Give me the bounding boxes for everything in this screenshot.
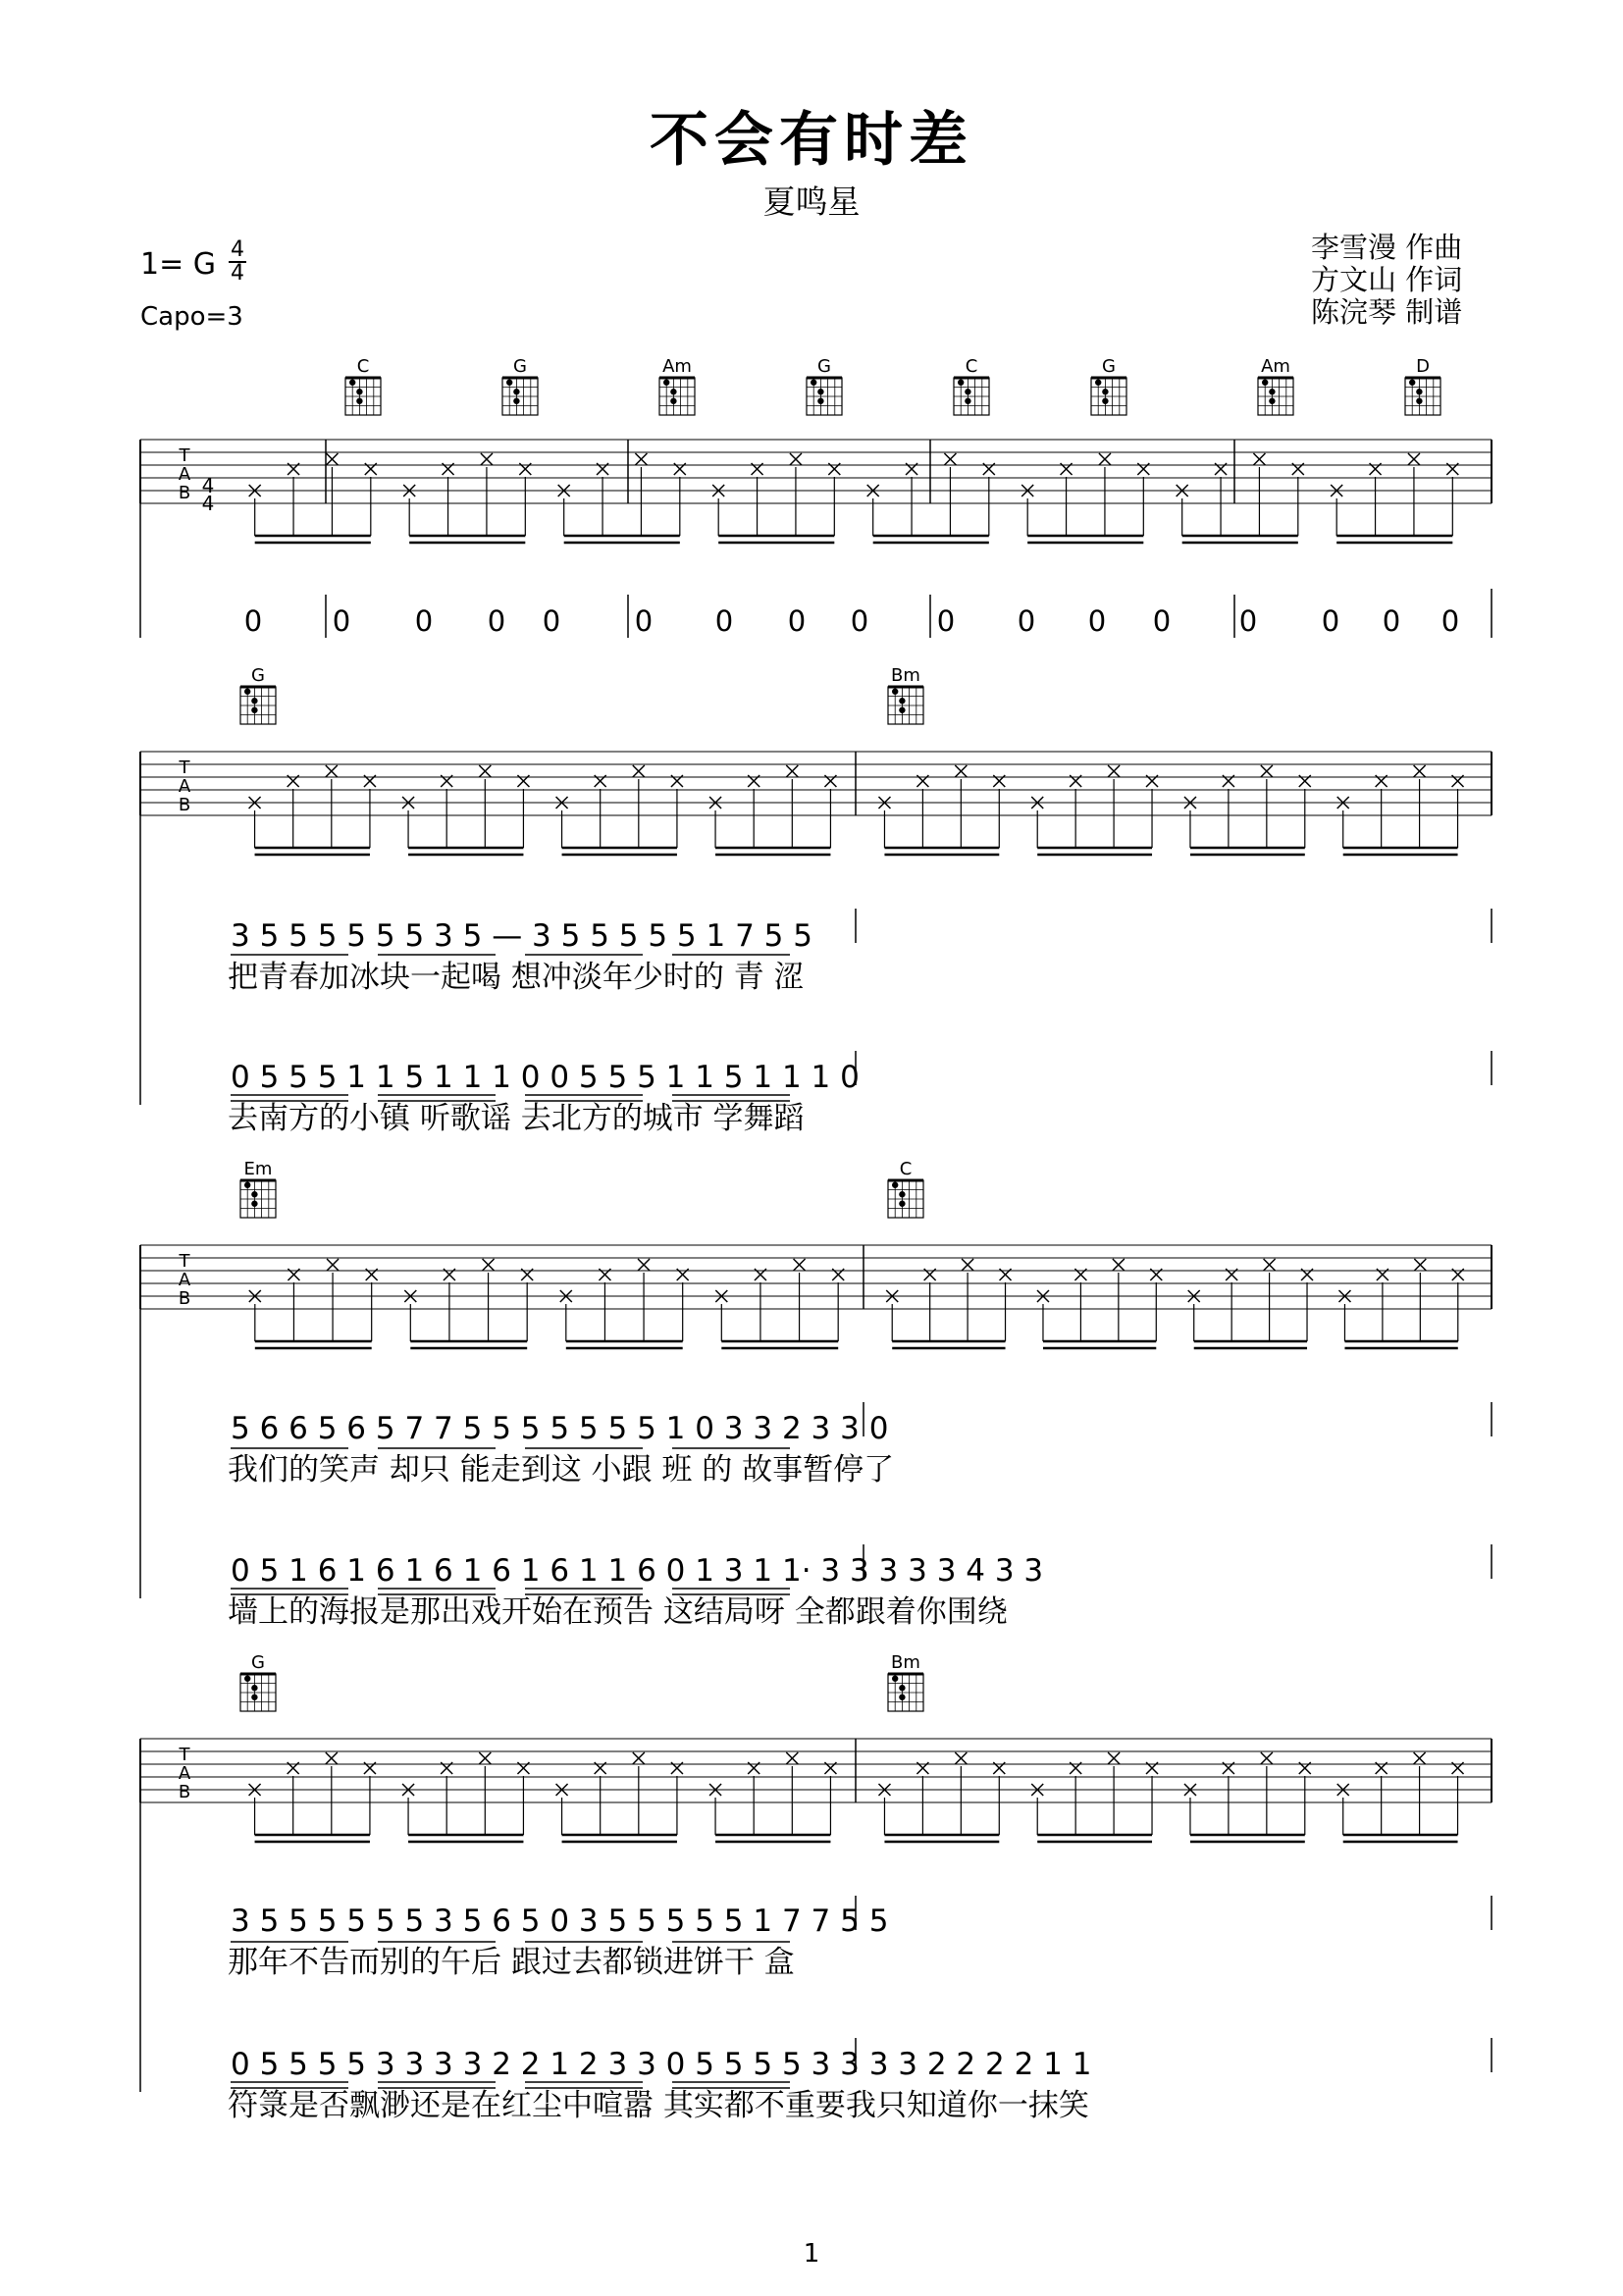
system3-staff-tab-A: A bbox=[178, 1270, 191, 1290]
chord-diagram-dot bbox=[958, 380, 964, 386]
harmony-lyric-line: 符箓是否飘渺还是在红尘中喧嚣 其实都不重要我只知道你一抹笑 bbox=[228, 2088, 1089, 2123]
chord-diagram-dot bbox=[244, 1182, 250, 1188]
credit-arranger: 陈浣琴 制谱 bbox=[1311, 295, 1463, 329]
intro-rest-number: 0 bbox=[332, 604, 351, 638]
chord-diagram-dot bbox=[356, 389, 362, 394]
chord-diagram-dot bbox=[1102, 398, 1108, 404]
intro-rest-number: 0 bbox=[1440, 604, 1460, 638]
song-title: 不会有时差 bbox=[650, 106, 973, 175]
intro-rest-number: 0 bbox=[850, 604, 869, 638]
intro-staff-tab-A: A bbox=[178, 464, 191, 485]
chord-diagram-dot bbox=[663, 380, 669, 386]
chord-diagram-dot bbox=[1262, 380, 1268, 386]
intro-rest-number: 0 bbox=[936, 604, 956, 638]
chord-diagram-label: D bbox=[1416, 356, 1430, 377]
chord-diagram-label: Am bbox=[1261, 356, 1290, 377]
intro-rest-number: 0 bbox=[1238, 604, 1258, 638]
chord-diagram-dot bbox=[899, 1685, 905, 1691]
intro-rest-number: 0 bbox=[1017, 604, 1036, 638]
chord-diagram-dot bbox=[899, 1695, 905, 1700]
system3-staff-tab-B: B bbox=[178, 1288, 191, 1309]
chord-diagram-label: C bbox=[356, 356, 370, 377]
chord-diagram-label: G bbox=[1102, 356, 1116, 377]
system3-staff-tab-T: T bbox=[179, 1251, 190, 1272]
system4-staff-tab-A: A bbox=[178, 1763, 191, 1784]
chord-diagram-dot bbox=[899, 698, 905, 704]
artist-name: 夏鸣星 bbox=[762, 183, 861, 221]
chord-diagram-dot bbox=[244, 1676, 250, 1682]
capo: Capo=3 bbox=[140, 302, 243, 332]
chord-diagram-label: Bm bbox=[891, 665, 920, 686]
intro-rest-number: 0 bbox=[414, 604, 434, 638]
chord-diagram-label: Am bbox=[662, 356, 692, 377]
intro-rest-number: 0 bbox=[714, 604, 734, 638]
melody-line: 3 5 5 5 5 5 5 3 5 — 3 5 5 5 5 5 1 7 5 5 bbox=[231, 918, 812, 954]
system4-staff-tab-B: B bbox=[178, 1782, 191, 1802]
chord-diagram-dot bbox=[349, 380, 355, 386]
chord-diagram-dot bbox=[251, 1191, 257, 1197]
chord-diagram-dot bbox=[506, 380, 512, 386]
chord-diagram-dot bbox=[817, 398, 823, 404]
system2-staff-tab-B: B bbox=[178, 795, 191, 815]
intro-rest-number: 0 bbox=[1087, 604, 1107, 638]
system2-staff-tab-A: A bbox=[178, 776, 191, 797]
chord-diagram-label: G bbox=[513, 356, 527, 377]
chord-diagram-dot bbox=[1269, 398, 1275, 404]
chord-diagram-label: G bbox=[817, 356, 831, 377]
chord-diagram-dot bbox=[1102, 389, 1108, 394]
chord-diagram-dot bbox=[251, 1201, 257, 1207]
lyric-line: 把青春加冰块一起喝 想冲淡年少时的 青 涩 bbox=[228, 960, 805, 995]
chord-diagram-dot bbox=[965, 398, 970, 404]
melody-line: 3 5 5 5 5 5 5 3 5 6 5 0 3 5 5 5 5 5 1 7 7 5 5 bbox=[231, 1904, 889, 1939]
intro-timesig: 4 bbox=[201, 474, 215, 497]
intro-rest-number: 0 bbox=[487, 604, 506, 638]
chord-diagram-label: C bbox=[899, 1159, 913, 1179]
chord-diagram-dot bbox=[1269, 389, 1275, 394]
system4-staff-tab-T: T bbox=[179, 1745, 190, 1765]
intro-staff-tab-T: T bbox=[179, 445, 190, 466]
lyric-line: 我们的笑声 却只 能走到这 小跟 班 的 故事暂停了 bbox=[228, 1452, 895, 1487]
chord-diagram-dot bbox=[1095, 380, 1101, 386]
chord-diagram-label: G bbox=[251, 665, 265, 686]
credit-lyricist: 方文山 作词 bbox=[1311, 263, 1463, 296]
intro-rest-number: 0 bbox=[542, 604, 561, 638]
chord-diagram-dot bbox=[670, 389, 676, 394]
chord-diagram-dot bbox=[892, 1182, 898, 1188]
chord-diagram-dot bbox=[1416, 398, 1422, 404]
chord-diagram-dot bbox=[513, 398, 519, 404]
system2-staff-tab-T: T bbox=[179, 757, 190, 778]
melody-line: 5 6 6 5 6 5 7 7 5 5 5 5 5 5 5 1 0 3 3 2 3 3 0 bbox=[231, 1411, 889, 1446]
chord-diagram-label: Em bbox=[243, 1159, 273, 1179]
chord-diagram-dot bbox=[817, 389, 823, 394]
lyric-line: 那年不告而别的午后 跟过去都锁进饼干 盒 bbox=[228, 1945, 795, 1980]
chord-diagram-dot bbox=[251, 1695, 257, 1700]
chord-diagram-dot bbox=[513, 389, 519, 394]
chord-diagram-dot bbox=[244, 689, 250, 695]
page-number: 1 bbox=[803, 2239, 820, 2269]
chord-diagram-dot bbox=[899, 1191, 905, 1197]
key-signature: 1= G bbox=[140, 247, 217, 282]
chord-diagram-dot bbox=[251, 1685, 257, 1691]
chord-diagram-dot bbox=[1416, 389, 1422, 394]
harmony-line: 0 5 5 5 5 3 3 3 3 2 2 1 2 3 3 0 5 5 5 5 3 3 3 3 2 2 2 2 1 1 bbox=[231, 2047, 1092, 2082]
intro-rest-number: 0 bbox=[1152, 604, 1172, 638]
chord-diagram-dot bbox=[899, 1201, 905, 1207]
harmony-lyric-line: 去南方的小镇 听歌谣 去北方的城市 学舞蹈 bbox=[228, 1101, 805, 1136]
credit-composer: 李雪漫 作曲 bbox=[1311, 231, 1463, 264]
chord-diagram-dot bbox=[670, 398, 676, 404]
chord-diagram-dot bbox=[251, 707, 257, 713]
chord-diagram-label: G bbox=[251, 1652, 265, 1673]
chord-diagram-dot bbox=[1409, 380, 1415, 386]
intro-rest-number: 0 bbox=[1382, 604, 1401, 638]
chord-diagram-dot bbox=[356, 398, 362, 404]
chord-diagram-dot bbox=[892, 689, 898, 695]
chord-diagram-dot bbox=[899, 707, 905, 713]
chord-diagram-label: Bm bbox=[891, 1652, 920, 1673]
time-signature-bottom: 4 bbox=[231, 261, 244, 286]
harmony-line: 0 5 5 5 1 1 5 1 1 1 0 0 5 5 5 1 1 5 1 1 1 0 bbox=[231, 1060, 860, 1095]
time-signature-top: 4 bbox=[231, 237, 244, 262]
chord-diagram-dot bbox=[965, 389, 970, 394]
intro-rest-number: 0 bbox=[634, 604, 654, 638]
chord-diagram-dot bbox=[892, 1676, 898, 1682]
harmony-line: 0 5 1 6 1 6 1 6 1 6 1 6 1 1 6 0 1 3 1 1· 3 3 3 3 3 4 3 3 bbox=[231, 1553, 1044, 1589]
intro-staff-tab-B: B bbox=[178, 483, 191, 503]
chord-diagram-dot bbox=[811, 380, 816, 386]
intro-rest-number: 0 bbox=[787, 604, 807, 638]
chord-diagram-dot bbox=[251, 698, 257, 704]
intro-timesig: 4 bbox=[201, 492, 215, 515]
chord-diagram-label: C bbox=[965, 356, 978, 377]
intro-rest-number: 0 bbox=[1321, 604, 1340, 638]
intro-rest-number: 0 bbox=[243, 604, 263, 638]
harmony-lyric-line: 墙上的海报是那出戏开始在预告 这结局呀 全都跟着你围绕 bbox=[228, 1594, 1008, 1630]
